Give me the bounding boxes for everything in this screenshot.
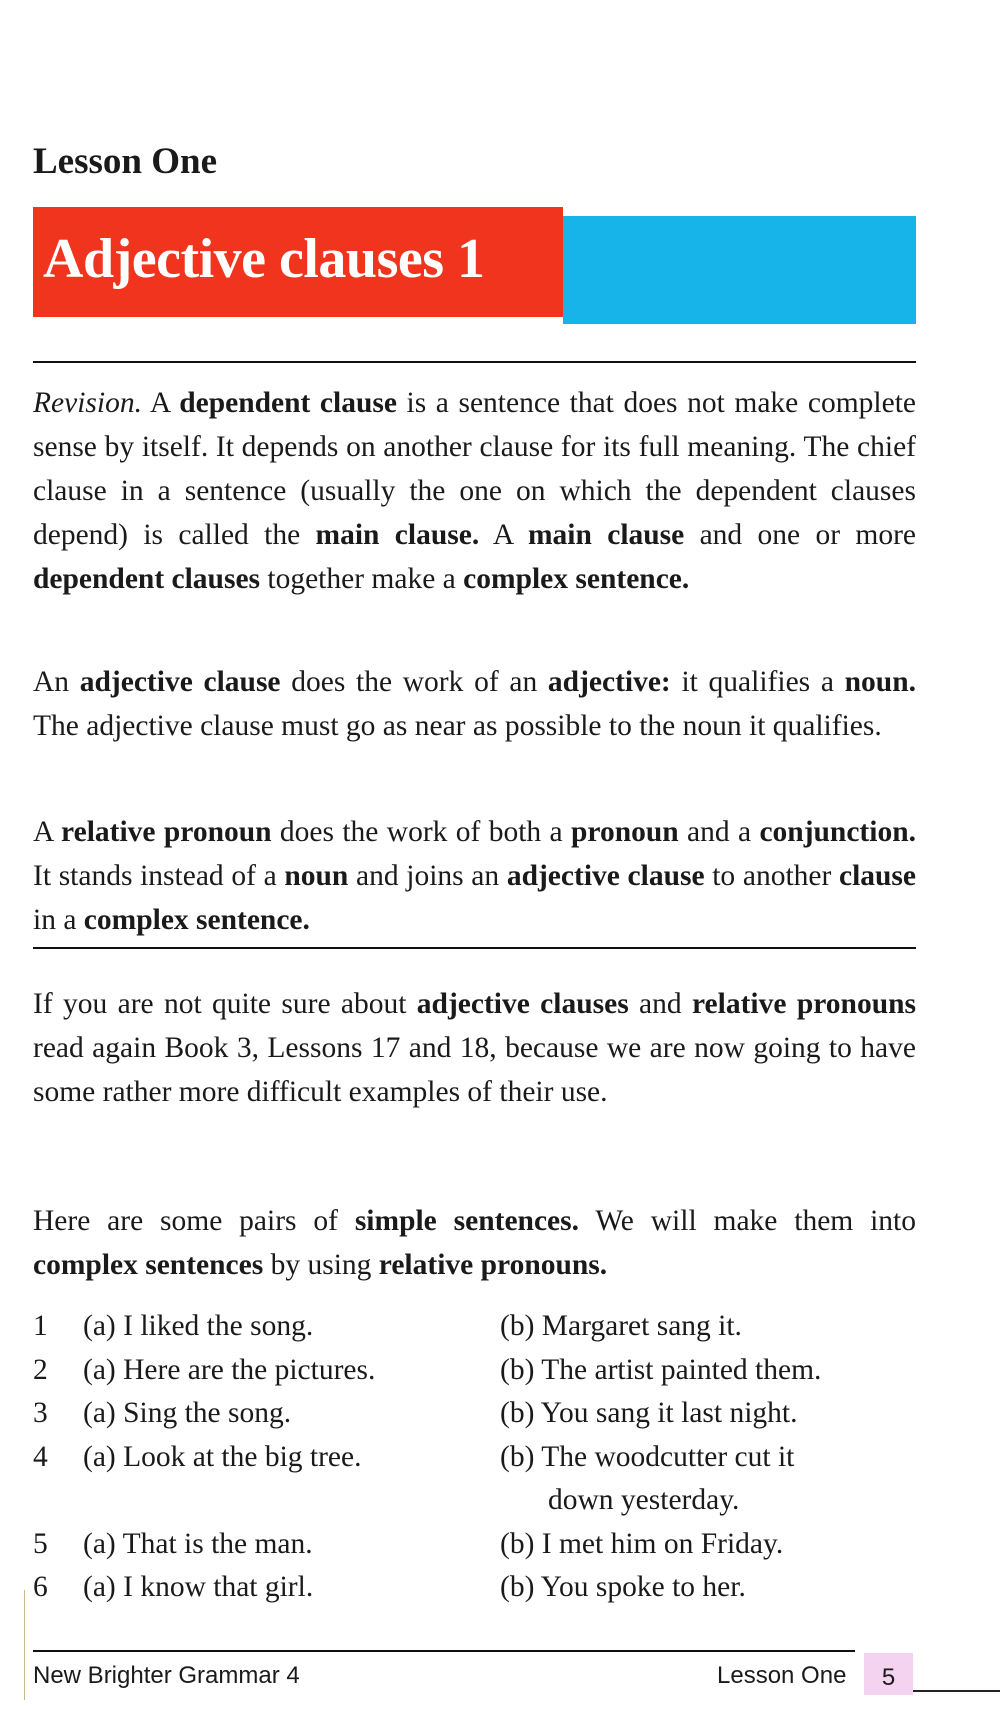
lesson-title: Adjective clauses 1 (43, 228, 485, 290)
text-run: and joins an (348, 860, 507, 892)
accent-banner (563, 216, 916, 324)
footer-book-title: New Brighter Grammar 4 (33, 1662, 300, 1689)
bold-term: adjective clauses (416, 988, 629, 1020)
page-edge-line (913, 1690, 1000, 1692)
lesson-label: Lesson One (33, 141, 218, 182)
bold-term: adjective clause (506, 860, 705, 892)
bold-term: complex sentence. (463, 563, 690, 595)
footer-divider (33, 1650, 855, 1652)
bold-term: noun (284, 860, 349, 892)
sentence-b-text: (b) You sang it last night. (500, 1397, 798, 1429)
text-run: and (628, 988, 692, 1020)
text-run: together make a (260, 563, 464, 595)
bold-term: dependent clause (179, 387, 397, 419)
text-run: read again Book 3, Lessons 17 and 18, because we are now going to have some rather more difficult examples of their use. (33, 1032, 916, 1108)
sentence-a: (a) Here are the pictures. (83, 1353, 376, 1386)
bold-term: complex sentence. (83, 904, 310, 936)
text-run: and a (678, 816, 760, 848)
bold-term: relative pronouns (692, 988, 916, 1020)
exercise-list (33, 1305, 916, 1610)
exercise-number: 5 (33, 1527, 48, 1560)
bold-term: adjective: (547, 666, 671, 698)
bold-term: main clause (527, 519, 685, 551)
exercise-item (33, 1349, 916, 1393)
sentence-b-text: (b) You spoke to her. (500, 1571, 746, 1603)
exercise-item (33, 1566, 916, 1610)
page-number: 5 (864, 1653, 913, 1695)
divider (33, 947, 916, 949)
text-run: The adjective clause must go as near as possible to the noun it qualifies. (33, 710, 882, 742)
text-run: by using (263, 1249, 379, 1281)
paragraph-instructions (33, 1199, 916, 1287)
text-run: A (141, 387, 180, 419)
sentence-b (500, 1523, 900, 1567)
bold-term: relative pronouns. (378, 1249, 608, 1281)
bold-term: dependent clauses (33, 563, 261, 595)
sentence-b (500, 1436, 900, 1523)
divider (33, 361, 916, 363)
title-banner (33, 207, 563, 317)
italic-label: Revision. (33, 387, 142, 419)
paragraph-adjective-clause (33, 660, 916, 748)
exercise-number: 2 (33, 1353, 48, 1386)
text-run: If you are not quite sure about (33, 988, 417, 1020)
sentence-b-text: (b) The woodcutter cut it (500, 1440, 795, 1473)
exercise-item (33, 1523, 916, 1567)
exercise-number: 3 (33, 1397, 48, 1429)
bold-term: main clause. (315, 519, 480, 551)
exercise-number: 1 (33, 1310, 48, 1342)
bold-term: noun. (844, 666, 916, 698)
paragraph-reference (33, 982, 916, 1114)
bold-term: pronoun (570, 816, 679, 848)
sentence-b-text: (b) Margaret sang it. (500, 1310, 742, 1342)
bold-term: complex sentences (33, 1249, 264, 1281)
text-run: in a (33, 904, 84, 936)
text-run: and one or more (684, 519, 916, 551)
sentence-b (500, 1349, 900, 1393)
exercise-item (33, 1305, 916, 1349)
paragraph-relative-pronoun (33, 810, 916, 942)
sentence-a: (a) Sing the song. (83, 1397, 292, 1429)
exercise-number: 4 (33, 1440, 48, 1473)
sentence-a: (a) Look at the big tree. (83, 1440, 362, 1473)
sentence-b (500, 1305, 900, 1349)
text-run: it qualifies a (670, 666, 845, 698)
exercise-number: 6 (33, 1571, 48, 1603)
text-run: does the work of an (280, 666, 548, 698)
exercise-item (33, 1392, 916, 1436)
footer-lesson: Lesson One (717, 1662, 847, 1689)
text-run: to another (704, 860, 839, 892)
bold-term: adjective clause (79, 666, 281, 698)
text-run: is a sentence that does not make complete sense by itself. It depends on another clause for its full meaning. The chief clause in a sentence (usually the one on which the dependent clauses depend) is called the (33, 387, 916, 551)
page-edge (24, 1590, 25, 1700)
sentence-a: (a) I know that girl. (83, 1571, 314, 1603)
sentence-b (500, 1392, 900, 1436)
sentence-a: (a) I liked the song. (83, 1310, 314, 1342)
text-run: A (479, 519, 528, 551)
exercise-item (33, 1436, 916, 1523)
bold-term: relative pronoun (61, 816, 272, 848)
text-run: It stands instead of a (33, 860, 285, 892)
text-run: A (33, 816, 62, 848)
sentence-b-continued: down yesterday. (548, 1484, 740, 1516)
sentence-b-text: (b) I met him on Friday. (500, 1527, 784, 1560)
bold-term: simple sentences. (354, 1205, 579, 1237)
sentence-b-text: (b) The artist painted them. (500, 1353, 822, 1386)
text-run: An (33, 666, 80, 698)
text-run: Here are some pairs of (33, 1205, 355, 1237)
text-run: does the work of both a (271, 816, 571, 848)
paragraph-revision (33, 381, 916, 601)
text-run: We will make them into (578, 1205, 916, 1237)
sentence-b (500, 1566, 900, 1610)
bold-term: clause (838, 860, 917, 892)
sentence-a: (a) That is the man. (83, 1527, 313, 1560)
bold-term: conjunction. (759, 816, 916, 848)
